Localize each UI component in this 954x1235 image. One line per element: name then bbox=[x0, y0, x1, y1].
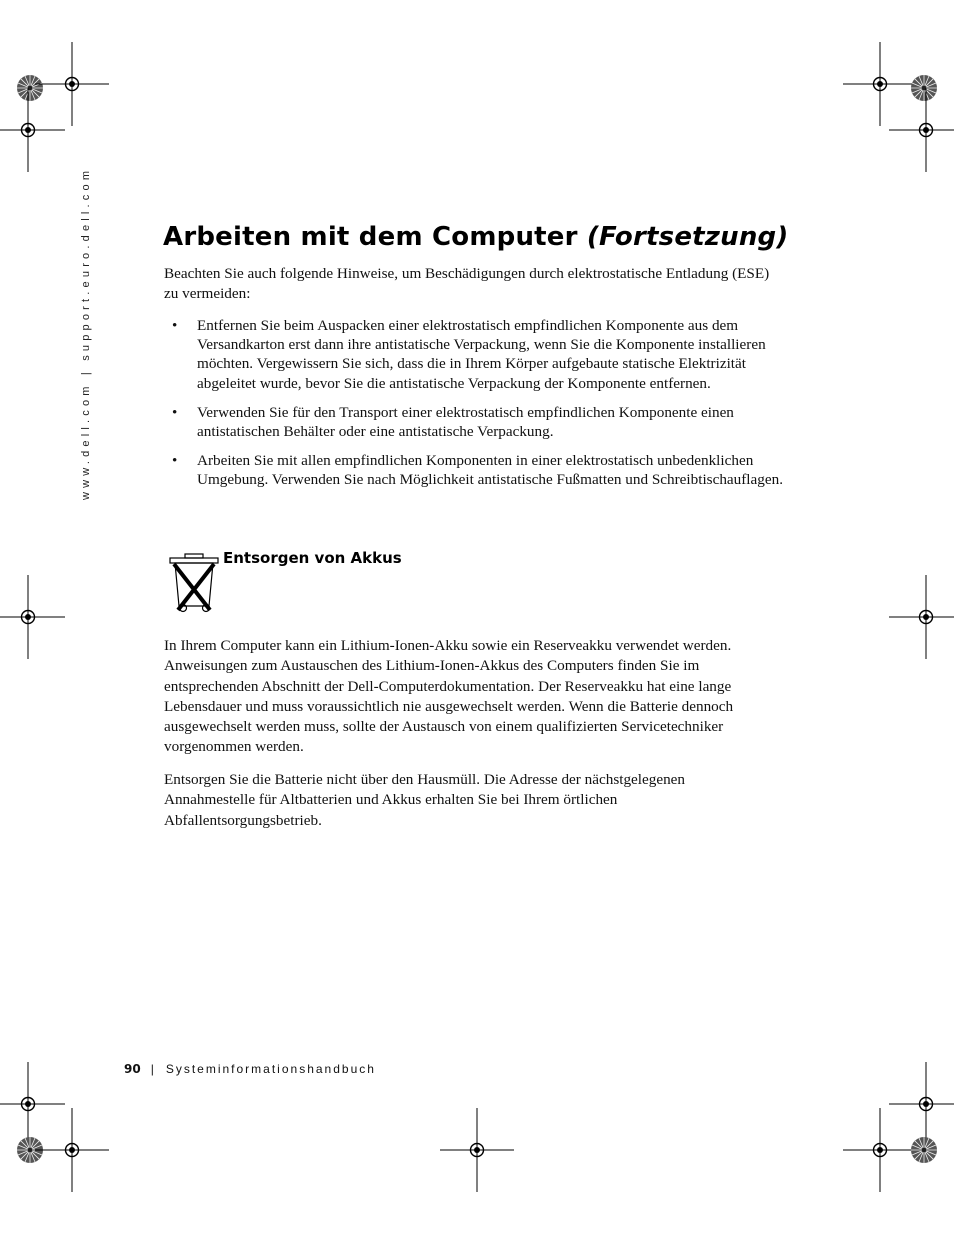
list-item: • Entfernen Sie beim Auspacken einer elektrostatisch empfindlichen Komponente aus dem Versandkarton erst dann ihre antistatische Verpackung, wenn Sie die Komponente installieren möchten. Vergewissern Sie sich, dass die in Ihrem Körper aufgebaute statische Elektrizität abgeleitet wurde, bevor Sie die antistatische Verpackung der Komponente entfernen. bbox=[164, 316, 784, 393]
battery-paragraph: In Ihrem Computer kann ein Lithium-Ionen-Akku sowie ein Reserveakku verwendet werden. Anweisungen zum Austauschen des Lithium-Ionen-Akkus des Computers finden Sie im entsprechenden Abschnitt der Dell-Computerdokumentation. Der Reserveakku hat eine lange Lebensdauer und muss voraussichtlich nie ausgewechselt werden. Wenn die Batterie dennoch ausgewechselt werden muss, sollte der Austausch von einem qualifizierten Servicetechniker vorgenommen werden. bbox=[164, 637, 734, 756]
list-item: • Verwenden Sie für den Transport einer elektrostatisch empfindlichen Komponente einen antistatischen Behälter oder eine antistatische Verpackung. bbox=[164, 403, 784, 441]
page-title-main: Arbeiten mit dem Computer bbox=[163, 222, 578, 252]
footer-separator: | bbox=[150, 1062, 154, 1076]
page-number: 90 bbox=[124, 1062, 141, 1076]
page-title bbox=[163, 222, 788, 252]
page-title-continued: (Fortsetzung) bbox=[586, 222, 789, 252]
list-item: • Arbeiten Sie mit allen empfindlichen Komponenten in einer elektrostatisch unbedenklichen Umgebung. Verwenden Sie nach Möglichkeit antistatische Fußmatten und Schreibtischauflagen. bbox=[164, 451, 784, 489]
book-title: Systeminformationshandbuch bbox=[165, 1062, 376, 1076]
sidebar-url: www.dell.com | support.euro.dell.com bbox=[80, 166, 92, 500]
page-footer bbox=[124, 1062, 376, 1076]
esd-bullet-list bbox=[164, 316, 784, 500]
crossed-out-wheelie-bin-icon bbox=[168, 550, 222, 616]
disposal-paragraph: Entsorgen Sie die Batterie nicht über den Hausmüll. Die Adresse der nächstgelegenen Annahmestelle für Altbatterien und Akkus erhalten Sie bei Ihrem örtlichen Abfallentsorgungsbetrieb. bbox=[164, 771, 686, 829]
section-title: Entsorgen von Akkus bbox=[223, 549, 402, 567]
intro-paragraph: Beachten Sie auch folgende Hinweise, um Beschädigungen durch elektrostatische Entladung (ESE) zu vermeiden: bbox=[164, 265, 770, 303]
